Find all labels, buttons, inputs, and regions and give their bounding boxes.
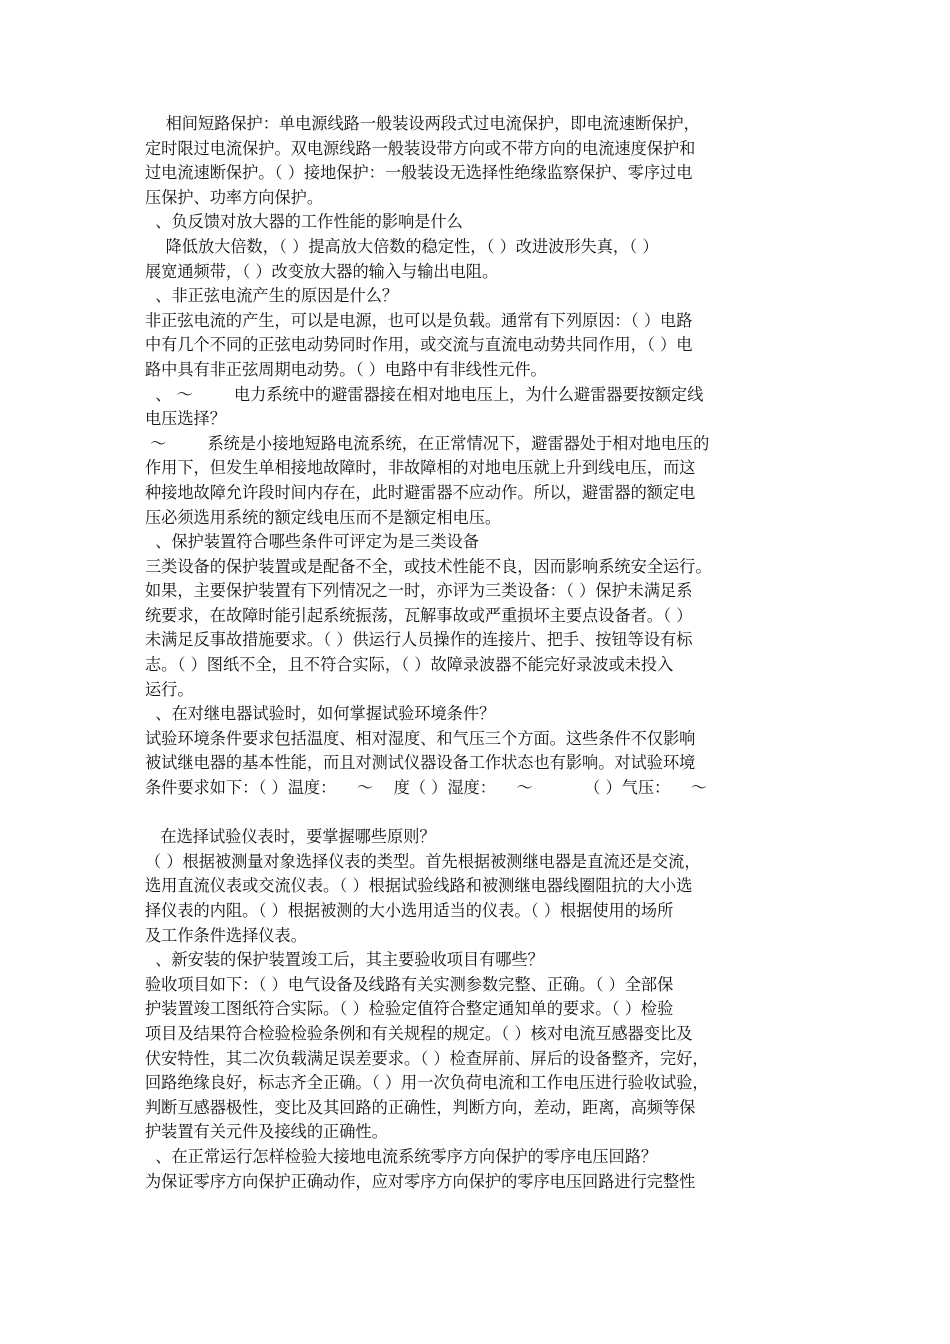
- text-line: 项目及结果符合检验检验条例和有关规程的规定。（ ）核对电流互感器变比及: [145, 1023, 693, 1043]
- text-line: 定时限过电流保护。双电源线路一般装设带方向或不带方向的电流速度保护和: [145, 138, 696, 158]
- text-line: 展宽通频带，（ ）改变放大器的输入与输出电阻。: [145, 261, 499, 281]
- text-line: 压必须选用系统的额定线电压而不是额定相电压。: [145, 507, 502, 527]
- text-line: 试验环境条件要求包括温度、相对湿度、和气压三个方面。这些条件不仅影响: [145, 728, 696, 748]
- text-line: ～ 系统是小接地短路电流系统，在正常情况下，避雷器处于相对地电压的: [145, 433, 710, 453]
- document-body: [145, 112, 815, 1194]
- text-line: 、负反馈对放大器的工作性能的影响是什么: [145, 212, 463, 232]
- text-line: 择仪表的内阻。（ ）根据被测的大小选用适当的仪表。（ ）根据使用的场所: [145, 901, 674, 920]
- text-line: 判断互感器极性，变比及其回路的正确性，判断方向，差动，距离，高频等保: [145, 1097, 696, 1117]
- text-line: 、在对继电器试验时，如何掌握试验环境条件？: [145, 704, 496, 724]
- text-line: 电压选择？: [145, 409, 226, 429]
- text-line: 选用直流仪表或交流仪表。（ ）根据试验线路和被测继电器线圈阻抗的大小选: [145, 876, 693, 896]
- text-line: 压保护、功率方向保护。: [145, 187, 324, 207]
- text-line: 、非正弦电流产生的原因是什么？: [145, 286, 399, 306]
- text-line: （ ）根据被测量对象选择仪表的类型。首先根据被测继电器是直流还是交流，: [145, 851, 701, 871]
- text-line: 志。（ ）图纸不全，且不符合实际，（ ）故障录波器不能完好录波或未投入: [145, 655, 674, 675]
- text-line: 条件要求如下：（ ）温度： ～ 度（ ）湿度： ～ （ ）气压： ～: [145, 778, 707, 798]
- text-line: 种接地故障允许段时间内存在，此时避雷器不应动作。所以，避雷器的额定电: [145, 482, 696, 502]
- text-line: 在选择试验仪表时，要掌握哪些原则？: [145, 827, 436, 847]
- text-line: 降低放大倍数，（ ）提高放大倍数的稳定性，（ ）改进波形失真，（ ）: [145, 236, 659, 256]
- text-line: 中有几个不同的正弦电动势同时作用，或交流与直流电动势共同作用，（ ）电: [145, 335, 693, 355]
- text-line: 被试继电器的基本性能，而且对测试仪器设备工作状态也有影响。对试验环境: [145, 753, 696, 773]
- text-line: 回路绝缘良好，标志齐全正确。（ ）用一次负荷电流和工作电压进行验收试验，: [145, 1073, 709, 1093]
- text-line: 护装置竣工图纸符合实际。（ ）检验定值符合整定通知单的要求。（ ）检验: [145, 999, 674, 1019]
- text-line: 、 ～ 电力系统中的避雷器接在相对地电压上，为什么避雷器要按额定线: [145, 384, 704, 404]
- text-line: 如果，主要保护装置有下列情况之一时，亦评为三类设备：（ ）保护未满足系: [145, 581, 693, 601]
- text-line: 、在正常运行怎样检验大接地电流系统零序方向保护的零序电压回路？: [145, 1146, 658, 1166]
- text-line: 过电流速断保护。（ ）接地保护：一般装设无选择性绝缘监察保护、零序过电: [145, 163, 693, 183]
- text-line: 非正弦电流的产生，可以是电源，也可以是负载。通常有下列原因：（ ）电路: [145, 310, 693, 330]
- text-line: 、新安装的保护装置竣工后，其主要验收项目有哪些？: [145, 950, 544, 970]
- text-line: 作用下，但发生单相接地故障时，非故障相的对地电压就上升到线电压，而这: [145, 458, 696, 478]
- text-line: 及工作条件选择仪表。: [145, 925, 307, 945]
- text-line: 统要求，在故障时能引起系统振荡，瓦解事故或严重损坏主要点设备者。（ ）: [145, 605, 693, 625]
- text-line: 三类设备的保护装置或是配备不全，或技术性能不良，因而影响系统安全运行。: [145, 556, 712, 576]
- text-line: 运行。: [145, 679, 194, 699]
- text-line: 验收项目如下：（ ）电气设备及线路有关实测参数完整、正确。（ ）全部保: [145, 974, 674, 994]
- text-line: 护装置有关元件及接线的正确性。: [145, 1122, 388, 1142]
- text-line: [145, 801, 815, 826]
- text-line: 相间短路保护：单电源线路一般装设两段式过电流保护，即电流速断保护，: [145, 114, 700, 133]
- text-line: 为保证零序方向保护正确动作，应对零序方向保护的零序电压回路进行完整性: [145, 1171, 696, 1191]
- text-line: 、保护装置符合哪些条件可评定为是三类设备: [145, 532, 480, 552]
- text-line: 未满足反事故措施要求。（ ）供运行人员操作的连接片、把手、按钮等设有标: [145, 630, 693, 650]
- text-line: 路中具有非正弦周期电动势。（ ）电路中有非线性元件。: [145, 359, 547, 379]
- text-line: 伏安特性，其二次负载满足误差要求。（ ）检查屏前、屏后的设备整齐，完好，: [145, 1048, 709, 1068]
